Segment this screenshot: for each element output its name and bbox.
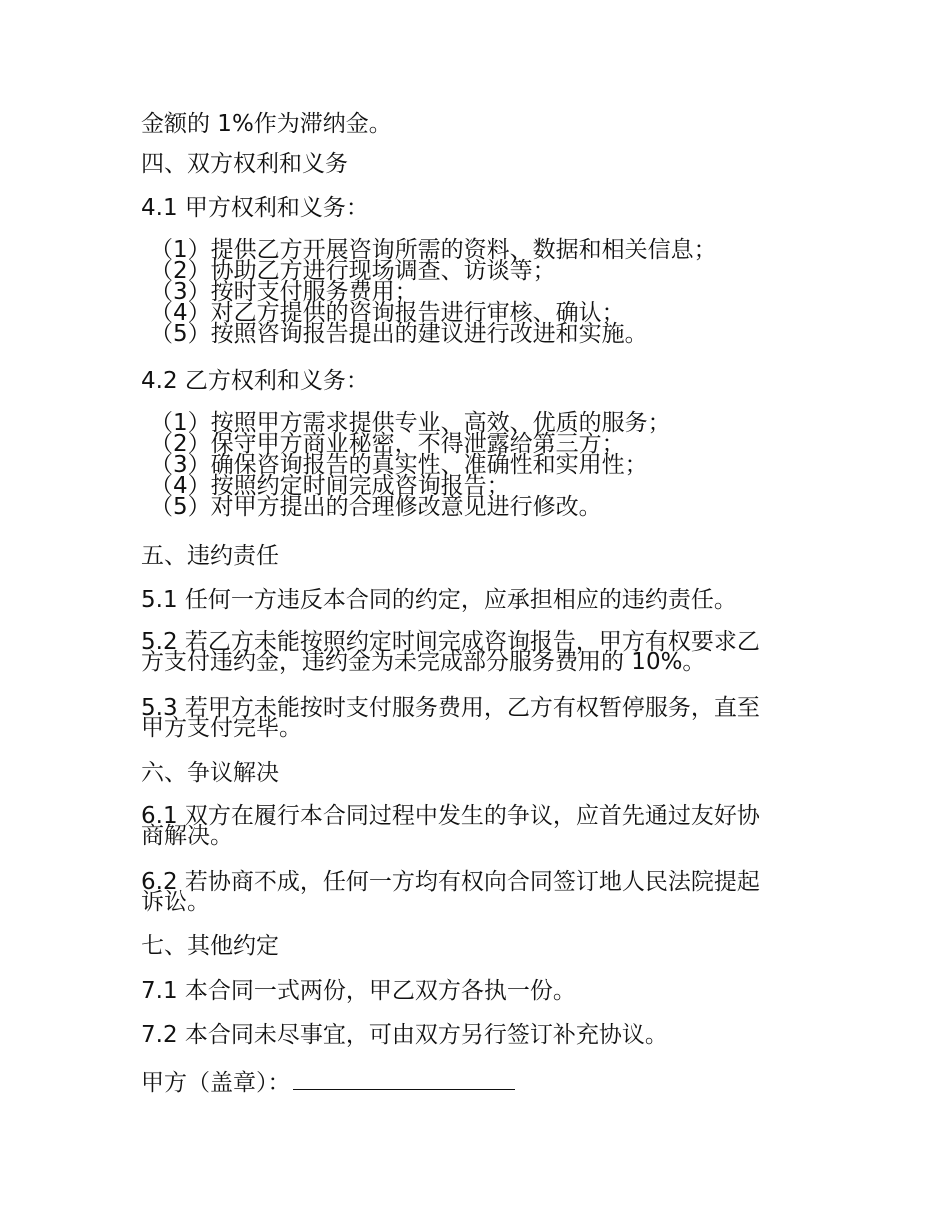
clause-line: 诉讼。: [141, 889, 210, 915]
clause-7-2: 7.2 本合同未尽事宜，可由双方另行签订补充协议。: [141, 1022, 668, 1048]
list-item: （5）按照咨询报告提出的建议进行改进和实施。: [150, 321, 648, 347]
signature-blank-line[interactable]: [293, 1067, 515, 1090]
clause-5-1: 5.1 任何一方违反本合同的约定，应承担相应的违约责任。: [141, 587, 737, 613]
list-item: （1）提供乙方开展咨询所需的资料、数据和相关信息；: [150, 237, 717, 263]
clause-line: 商解决。: [141, 823, 233, 849]
paragraph-late-fee: 金额的 1%作为滞纳金。: [141, 111, 392, 137]
heading-section-5: 五、违约责任: [141, 543, 279, 569]
clause-line: 6.2 若协商不成，任何一方均有权向合同签订地人民法院提起: [141, 869, 760, 895]
clause-7-1: 7.1 本合同一式两份，甲乙双方各执一份。: [141, 978, 576, 1004]
clause-line: 5.2 若乙方未能按照约定时间完成咨询报告，甲方有权要求乙: [141, 629, 760, 655]
list-party-b-duties: [150, 410, 820, 520]
clause-line: 6.1 双方在履行本合同过程中发生的争议，应首先通过友好协: [141, 803, 760, 829]
heading-section-4: 四、双方权利和义务: [141, 151, 348, 177]
clause-6-2: [141, 869, 811, 915]
signature-party-a: [141, 1067, 811, 1096]
clause-6-1: [141, 803, 811, 849]
list-item: （4）对乙方提供的咨询报告进行审核、确认；: [150, 300, 625, 326]
clause-5-3: [141, 695, 811, 741]
heading-section-7: 七、其他约定: [141, 933, 279, 959]
list-item: （5）对甲方提出的合理修改意见进行修改。: [150, 494, 602, 520]
list-item: （1）按照甲方需求提供专业、高效、优质的服务；: [150, 410, 671, 436]
subheading-4-2: 4.2 乙方权利和义务：: [141, 368, 369, 394]
heading-section-6: 六、争议解决: [141, 760, 279, 786]
subheading-4-1: 4.1 甲方权利和义务：: [141, 195, 369, 221]
clause-line: 甲方支付完毕。: [141, 715, 302, 741]
list-item: （3）按时支付服务费用；: [150, 279, 418, 305]
signature-label: 甲方（盖章）：: [141, 1070, 291, 1096]
list-item: （2）保守甲方商业秘密，不得泄露给第三方；: [150, 431, 625, 457]
list-party-a-duties: [150, 237, 820, 347]
clause-5-2: [141, 629, 811, 675]
clause-line: 方支付违约金，违约金为未完成部分服务费用的 10%。: [141, 649, 706, 675]
list-item: （3）确保咨询报告的真实性、准确性和实用性；: [150, 452, 648, 478]
list-item: （2）协助乙方进行现场调查、访谈等；: [150, 258, 556, 284]
list-item: （4）按照约定时间完成咨询报告；: [150, 473, 510, 499]
clause-line: 5.3 若甲方未能按时支付服务费用，乙方有权暂停服务，直至: [141, 695, 760, 721]
